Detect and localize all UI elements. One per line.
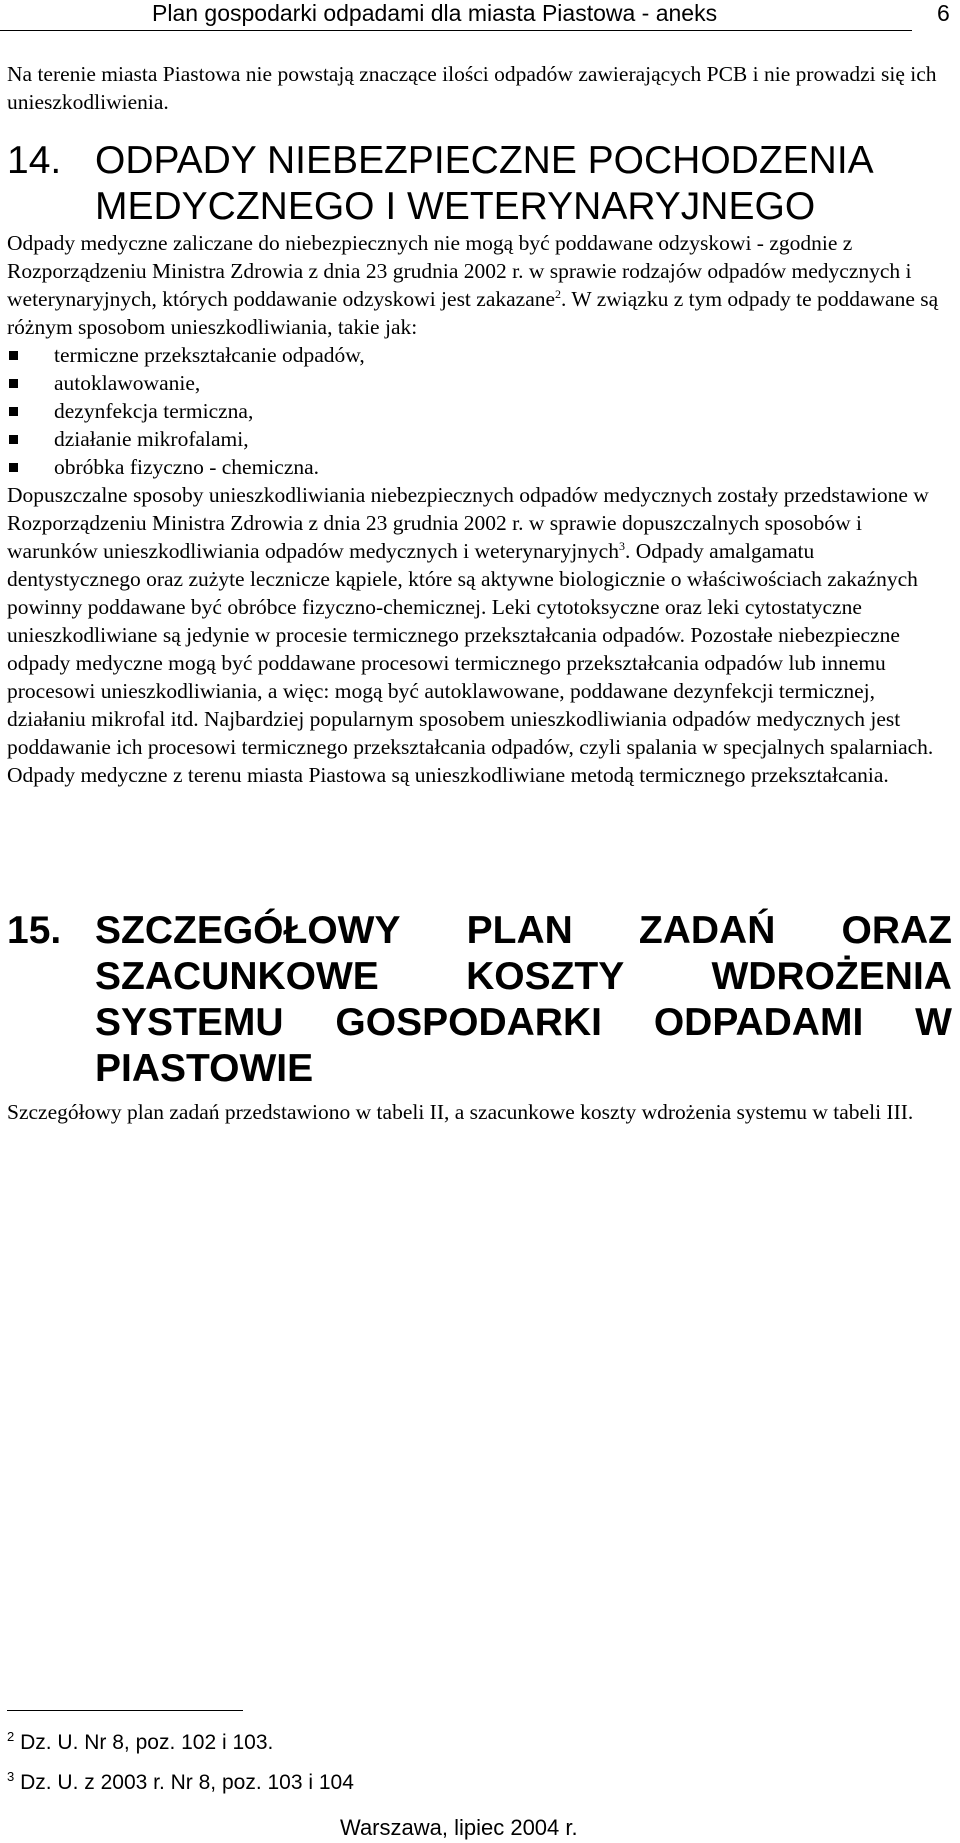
title-word: W	[915, 1001, 952, 1044]
list-item	[7, 453, 952, 481]
footnote-mark: 3	[7, 1769, 15, 1784]
section-14-number: 14.	[7, 139, 62, 182]
footnote-3	[7, 1771, 354, 1795]
title-word: SZACUNKOWE	[95, 955, 379, 998]
square-bullet-icon	[9, 463, 18, 472]
section-15-title-line	[95, 908, 952, 954]
paragraph-1-continuation: . W związku z tym odpady te poddawane są różnym sposobom unieszkodliwiania, takie jak:	[7, 287, 939, 339]
footnote-ref-2[interactable]: 2	[555, 286, 562, 301]
section-15-paragraph: Szczegółowy plan zadań przedstawiono w tabeli II, a szacunkowe koszty wdrożenia systemu w tabeli III.	[7, 1100, 914, 1124]
square-bullet-icon	[9, 435, 18, 444]
footnote-text: Dz. U. z 2003 r. Nr 8, poz. 103 i 104	[20, 1771, 354, 1794]
list-item-text: obróbka fizyczno - chemiczna.	[54, 455, 320, 479]
paragraph-2-text: Dopuszczalne sposoby unieszkodliwiania niebezpiecznych odpadów medycznych zostały przedstawione w Rozporządzeniu Ministra Zdrowia z dnia 23 grudnia 2002 r. w sprawie dopuszczalnych sposobów i warunków unieszkodliwiania odpadów medycznych i weterynaryjnych	[7, 483, 929, 563]
section-14-body	[7, 229, 952, 789]
list-item-text: autoklawowanie,	[54, 371, 201, 395]
title-word: PLAN	[466, 909, 573, 952]
list-item-text: dezynfekcja termiczna,	[54, 399, 254, 423]
running-header	[0, 0, 950, 31]
running-footer: Warszawa, lipiec 2004 r.	[340, 1815, 578, 1840]
title-word: KOSZTY	[466, 955, 625, 998]
square-bullet-icon	[9, 407, 18, 416]
square-bullet-icon	[9, 351, 18, 360]
title-word: ODPADAMI	[653, 1001, 864, 1044]
footnote-text: Dz. U. Nr 8, poz. 102 i 103.	[20, 1731, 274, 1754]
section-15-title-line	[95, 1046, 952, 1092]
title-word: ORAZ	[841, 909, 952, 952]
footnote-ref-3[interactable]: 3	[618, 538, 625, 553]
section-15-title	[95, 908, 952, 1092]
list-item-text: działanie mikrofalami,	[54, 427, 249, 451]
footnote-mark: 2	[7, 1729, 15, 1744]
section-15-body	[7, 1098, 952, 1126]
disposal-methods-list	[7, 341, 952, 481]
footnote-separator	[7, 1710, 243, 1711]
list-item	[7, 397, 952, 425]
intro-paragraph-block	[7, 60, 952, 116]
list-item	[7, 369, 952, 397]
section-14-paragraph-2	[7, 481, 952, 761]
title-word: GOSPODARKI	[335, 1001, 602, 1044]
section-14-paragraph-1	[7, 229, 952, 341]
section-15-title-line	[95, 1000, 952, 1046]
section-15-number: 15.	[7, 909, 62, 952]
section-14-title: ODPADY NIEBEZPIECZNE POCHODZENIA MEDYCZNEGO I WETERYNARYJNEGO	[95, 139, 872, 228]
list-item-text: termiczne przekształcanie odpadów,	[54, 343, 365, 367]
list-item	[7, 425, 952, 453]
section-15-title-line	[95, 954, 952, 1000]
footnote-2	[7, 1731, 273, 1755]
paragraph-1-text: Odpady medyczne zaliczane do niebezpiecznych nie mogą być poddawane odzyskowi - zgodnie z Rozporządzeniu Ministra Zdrowia z dnia 23 grudnia 2002 r. w sprawie rodzajów odpadów medycznych i weterynaryjnych, których poddawanie odzyskowi jest zakazane	[7, 231, 912, 311]
paragraph-2-continuation: . Odpady amalgamatu dentystycznego oraz zużyte lecznicze kąpiele, które są aktywne biologicznie o właściwościach zakaźnych powinny poddawane być obróbce fizyczno-chemicznej. Leki cytotoksyczne oraz leki cytostatyczne unieszkodliwiane są jedynie w procesie termicznego przekształcania odpadów. Pozostałe niebezpieczne odpady medyczne mogą być poddawane procesowi termicznego przekształcania odpadów lub innemu procesowi unieszkodliwiania, a więc: mogą być autoklawowane, poddawane dezynfekcji termicznej, działaniu mikrofal itd. Najbardziej popularnym sposobem unieszkodliwiania odpadów medycznych jest poddawanie ich procesowi termicznego przekształcania odpadów, czyli spalania w specjalnych spalarniach.	[7, 539, 934, 759]
title-word: PIASTOWIE	[95, 1047, 314, 1090]
section-14-paragraph-3: Odpady medyczne z terenu miasta Piastowa są unieszkodliwiane metodą termicznego przekształcania.	[7, 763, 889, 787]
square-bullet-icon	[9, 379, 18, 388]
list-item	[7, 341, 952, 369]
intro-paragraph: Na terenie miasta Piastowa nie powstają znaczące ilości odpadów zawierających PCB i nie prowadzi się ich unieszkodliwienia.	[7, 62, 937, 114]
title-word: SYSTEMU	[95, 1001, 284, 1044]
header-title: Plan gospodarki odpadami dla miasta Piastowa - aneks	[152, 0, 718, 26]
title-word: ZADAŃ	[638, 909, 776, 952]
title-word: WDROŻENIA	[711, 955, 952, 998]
title-word: SZCZEGÓŁOWY	[95, 909, 401, 952]
page-number: 6	[937, 0, 950, 26]
